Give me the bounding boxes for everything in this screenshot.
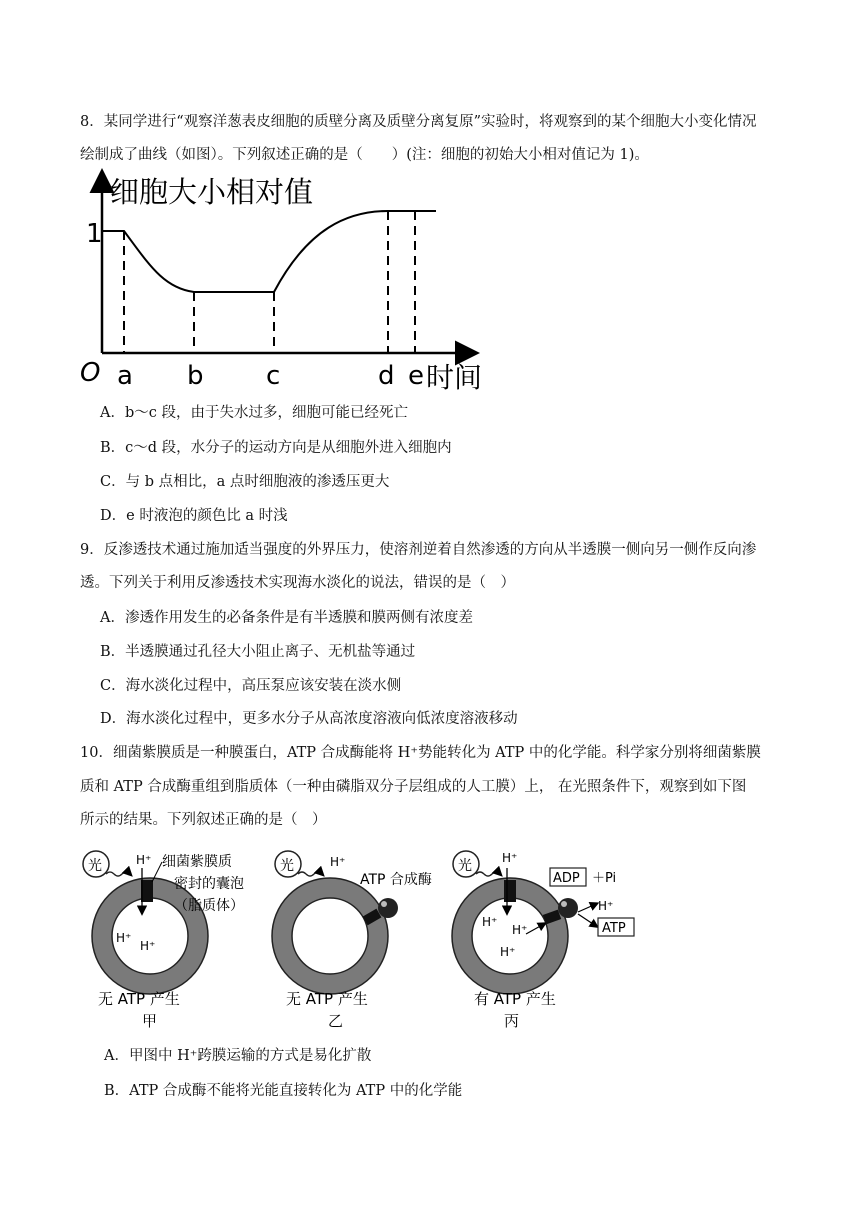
svg-text:H⁺: H⁺ [598,899,614,913]
graph-origin: O [80,358,101,388]
q9-option-b: B．半透膜通过孔径大小阻止离子、无机盐等通过 [100,644,416,660]
svg-text:H⁺: H⁺ [330,855,346,869]
q8-stem-line2: 绘制成了曲线（如图）。下列叙述正确的是（ ）(注：细胞的初始大小相对值记为 1)。 [80,147,649,163]
q9-option-c: C．海水淡化过程中，高压泵应该安装在淡水侧 [100,678,402,694]
graph-x-b: b [187,361,204,391]
svg-text:细菌紫膜质: 细菌紫膜质 [162,854,232,870]
panel-bing [452,851,634,1030]
panel-yi [272,851,432,1030]
q9-stem-line1: 9．反渗透技术通过施加适当强度的外界压力，使溶剂逆着自然渗透的方向从半透膜一侧向另一侧作反向渗 [80,542,757,558]
svg-text:H⁺: H⁺ [482,915,498,929]
cell-size-curve [102,211,436,292]
svg-text:光: 光 [458,858,472,874]
svg-text:密封的囊泡: 密封的囊泡 [174,876,244,892]
svg-text:H⁺: H⁺ [136,853,152,867]
q8-stem-line1: 8．某同学进行“观察洋葱表皮细胞的质壁分离及质壁分离复原”实验时，将观察到的某个细胞大小变化情况 [80,114,757,130]
graph-y-title: 细胞大小相对值 [110,175,314,209]
graph-x-c: c [266,361,281,391]
graph-x-title: 时间 [426,361,483,394]
light-wave [106,872,130,876]
svg-text:H⁺: H⁺ [500,945,516,959]
svg-text:光: 光 [280,858,294,874]
svg-text:ATP: ATP [602,921,626,936]
svg-text:＋Pi: ＋Pi [592,871,617,886]
q10-stem-line2: 质和 ATP 合成酶重组到脂质体（一种由磷脂双分子层组成的人工膜）上， 在光照条件下，观察到如下图 [80,779,747,795]
purple-membrane-protein [141,880,153,902]
q9-option-d: D．海水淡化过程中，更多水分子从高浓度溶液向低浓度溶液移动 [100,711,518,727]
svg-text:H⁺: H⁺ [116,931,132,945]
q9-stem-line2: 透。下列关于利用反渗透技术实现海水淡化的说法，错误的是（ ） [80,575,515,591]
q8-option-a: A．b～c 段，由于失水过多，细胞可能已经死亡 [100,405,408,421]
panel-jia [83,851,244,1030]
svg-text:（脂质体）: （脂质体） [174,898,244,914]
panel-jia-result: 无 ATP 产生 [98,990,180,1008]
atp-synthase-head [378,898,398,918]
cell-size-graph [78,168,498,398]
liposome-figure [78,842,658,1032]
q10-option-b: B．ATP 合成酶不能将光能直接转化为 ATP 中的化学能 [104,1083,463,1099]
vesicle-ring [282,888,378,984]
q10-option-a: A．甲图中 H⁺跨膜运输的方式是易化扩散 [104,1048,372,1064]
svg-text:ATP 合成酶: ATP 合成酶 [360,872,432,888]
graph-y-tick-1: 1 [86,219,103,249]
svg-text:H⁺: H⁺ [512,923,528,937]
q10-stem-line3: 所示的结果。下列叙述正确的是（ ） [80,812,327,828]
panel-bing-name: 丙 [504,1012,520,1030]
panel-bing-result: 有 ATP 产生 [474,990,556,1008]
panel-jia-name: 甲 [142,1012,158,1030]
q10-stem-line1: 10．细菌紫膜质是一种膜蛋白，ATP 合成酶能将 H⁺势能转化为 ATP 中的化学能。科学家分别将细菌紫膜 [80,745,761,761]
graph-x-d: d [378,361,395,391]
q8-option-d: D．e 时液泡的颜色比 a 时浅 [100,508,288,524]
panel-yi-result: 无 ATP 产生 [286,990,368,1008]
svg-text:光: 光 [88,858,102,874]
svg-text:H⁺: H⁺ [140,939,156,953]
q8-option-c: C．与 b 点相比，a 点时细胞液的渗透压更大 [100,474,390,490]
q9-option-a: A．渗透作用发生的必备条件是有半透膜和膜两侧有浓度差 [100,610,473,626]
purple-membrane-protein [504,880,516,902]
graph-x-e: e [408,361,424,391]
panel-yi-name: 乙 [328,1012,344,1030]
svg-text:H⁺: H⁺ [502,851,518,865]
atp-synthase-head [558,898,578,918]
graph-x-a: a [117,361,133,391]
q8-option-b: B．c～d 段，水分子的运动方向是从细胞外进入细胞内 [100,440,452,456]
svg-text:ADP: ADP [553,871,580,886]
vesicle-ring [462,888,558,984]
